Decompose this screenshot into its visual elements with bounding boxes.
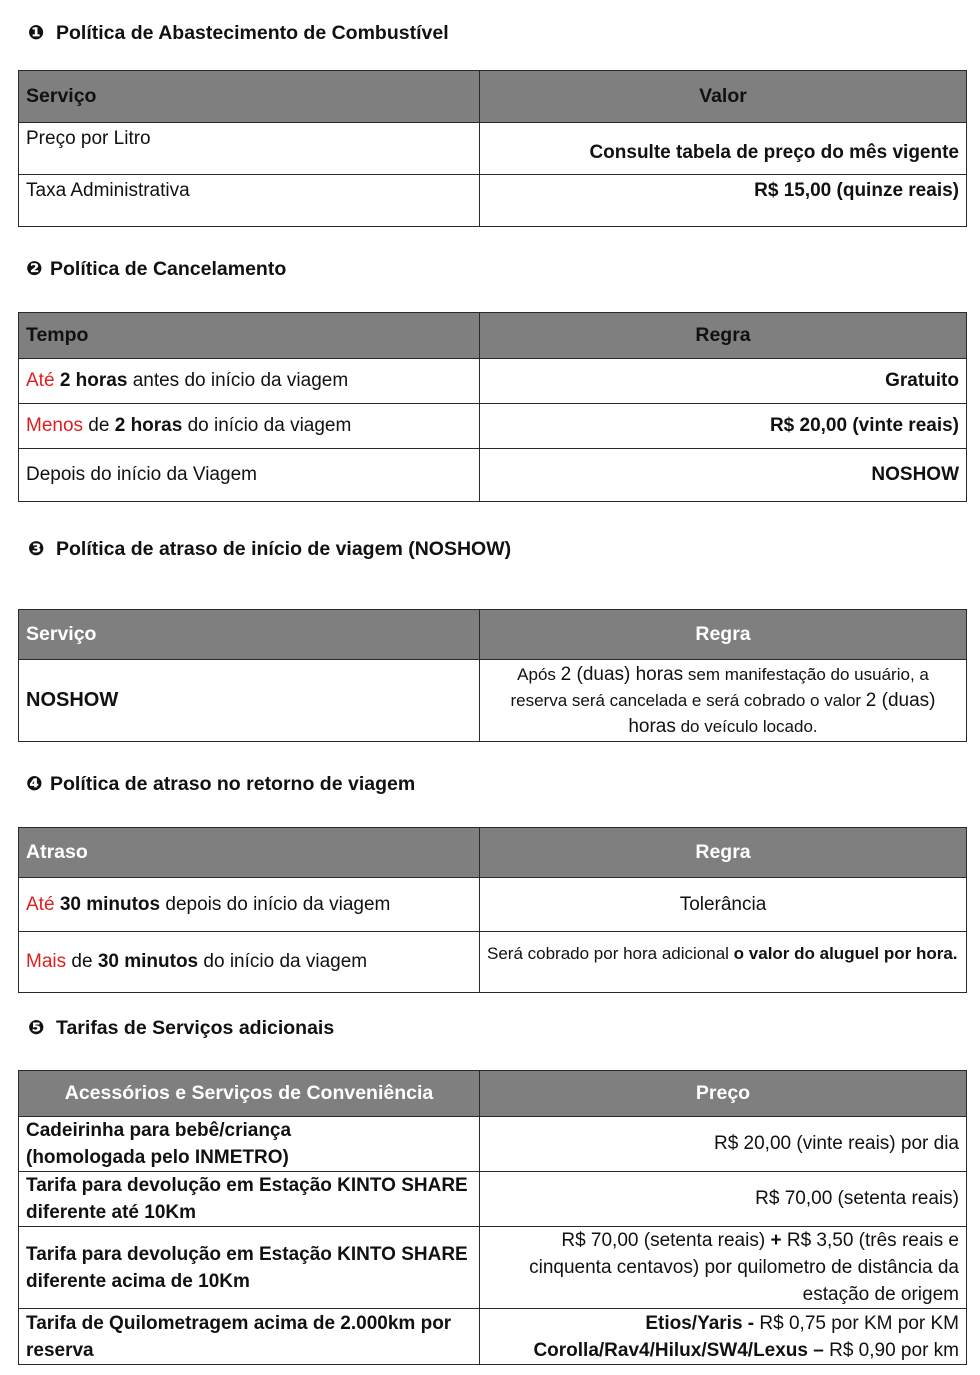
cell-label: NOSHOW — [19, 660, 480, 742]
header-acessorios: Acessórios e Serviços de Conveniência — [19, 1071, 480, 1117]
section-1-title: ❶ Política de Abastecimento de Combustível — [28, 22, 449, 44]
number-one-icon: ❶ — [28, 22, 45, 44]
table-row — [19, 175, 967, 227]
header-servico: Serviço — [19, 71, 480, 123]
header-valor: Valor — [480, 71, 967, 123]
number-three-icon: ❸ — [28, 538, 45, 560]
cell-value: Gratuito — [480, 359, 967, 404]
number-five-icon: ❺ — [28, 1017, 45, 1039]
cell-label: Até 2 horas antes do início da viagem — [19, 359, 480, 404]
cell-value: Etios/Yaris - R$ 0,75 por KM por KM Corolla/Rav4/Hilux/SW4/Lexus – R$ 0,90 por km — [480, 1309, 967, 1365]
cell-label: Taxa Administrativa — [19, 175, 480, 227]
table-row — [19, 1227, 967, 1309]
table-row — [19, 1117, 967, 1172]
cell-label: Preço por Litro — [19, 123, 480, 175]
table-header-row — [19, 71, 967, 123]
table-header-row — [19, 313, 967, 359]
cancellation-policy-table — [18, 312, 967, 502]
cell-value: R$ 70,00 (setenta reais) — [480, 1172, 967, 1227]
table-row — [19, 404, 967, 449]
header-tempo: Tempo — [19, 313, 480, 359]
cell-label: Até 30 minutos depois do início da viagem — [19, 878, 480, 932]
table-header-row — [19, 610, 967, 660]
header-regra: Regra — [480, 610, 967, 660]
cell-value: R$ 70,00 (setenta reais) + R$ 3,50 (três reais e cinquenta centavos) por quilometro de distância da estação de origem — [480, 1227, 967, 1309]
table-row — [19, 449, 967, 502]
cell-label: Tarifa de Quilometragem acima de 2.000km por reserva — [19, 1309, 480, 1365]
cell-label: Cadeirinha para bebê/criança (homologada pelo INMETRO) — [19, 1117, 480, 1172]
cell-value: Consulte tabela de preço do mês vigente — [480, 123, 967, 175]
cell-value: R$ 20,00 (vinte reais) por dia — [480, 1117, 967, 1172]
section-5-title: ❺ Tarifas de Serviços adicionais — [28, 1017, 335, 1039]
additional-services-table — [18, 1070, 967, 1365]
section-3-title: ❸ Política de atraso de início de viagem (NOSHOW) — [28, 538, 512, 560]
cell-label: Tarifa para devolução em Estação KINTO SHARE diferente acima de 10Km — [19, 1227, 480, 1309]
cell-label: Depois do início da Viagem — [19, 449, 480, 502]
cell-value: Será cobrado por hora adicional o valor do aluguel por hora. — [480, 932, 967, 993]
table-header-row — [19, 828, 967, 878]
table-row — [19, 660, 967, 742]
table-row — [19, 878, 967, 932]
number-four-icon: ❹ — [26, 773, 43, 795]
noshow-policy-table — [18, 609, 967, 742]
cell-value: Tolerância — [480, 878, 967, 932]
section-2-title: ❷ Política de Cancelamento — [26, 258, 287, 280]
cell-label: Tarifa para devolução em Estação KINTO SHARE diferente até 10Km — [19, 1172, 480, 1227]
cell-value: NOSHOW — [480, 449, 967, 502]
table-row — [19, 359, 967, 404]
table-row — [19, 123, 967, 175]
header-preco: Preço — [480, 1071, 967, 1117]
header-atraso: Atraso — [19, 828, 480, 878]
header-regra: Regra — [480, 828, 967, 878]
header-regra: Regra — [480, 313, 967, 359]
table-row — [19, 932, 967, 993]
cell-value: R$ 15,00 (quinze reais) — [480, 175, 967, 227]
late-return-policy-table — [18, 827, 967, 993]
cell-value: R$ 20,00 (vinte reais) — [480, 404, 967, 449]
section-4-title: ❹ Política de atraso no retorno de viagem — [26, 773, 416, 795]
number-two-icon: ❷ — [26, 258, 43, 280]
cell-label: Mais de 30 minutos do início da viagem — [19, 932, 480, 993]
table-row — [19, 1172, 967, 1227]
cell-label: Menos de 2 horas do início da viagem — [19, 404, 480, 449]
header-servico: Serviço — [19, 610, 480, 660]
table-row — [19, 1309, 967, 1365]
cell-value: Após 2 (duas) horas sem manifestação do usuário, a reserva será cancelada e será cobrado o valor 2 (duas) horas do veículo locado. — [480, 660, 967, 742]
table-header-row — [19, 1071, 967, 1117]
fuel-policy-table — [18, 70, 967, 227]
